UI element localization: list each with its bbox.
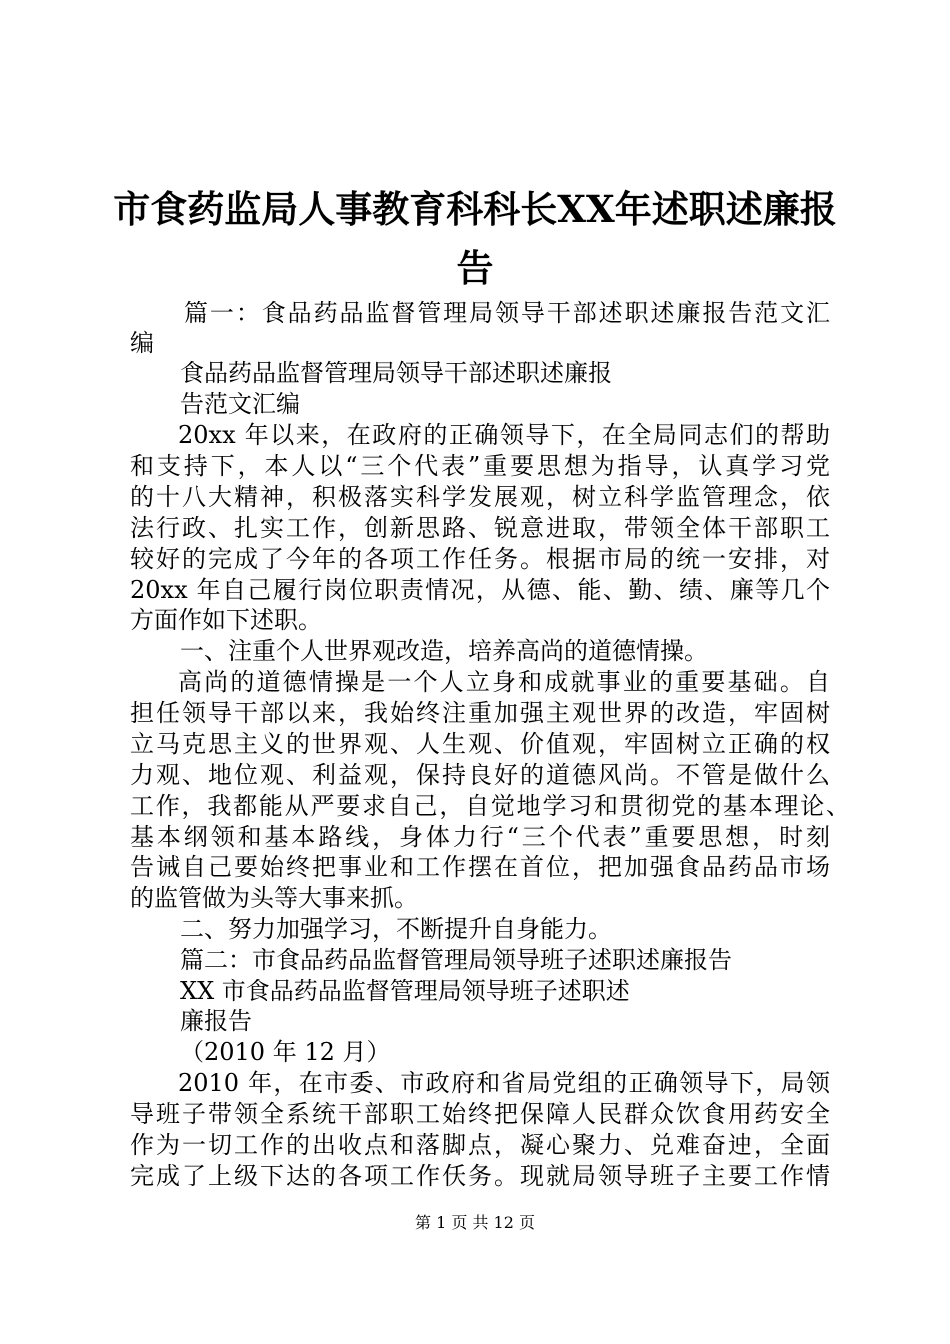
body-line: XX 市食品药品监督管理局领导班子述职述 xyxy=(180,977,630,1005)
body-line: （2010 年 12 月） xyxy=(180,1038,391,1066)
body-line: 20xx 年自己履行岗位职责情况，从德、能、勤、绩、廉等几个 xyxy=(130,576,830,604)
body-line: 2010 年，在市委、市政府和省局党组的正确领导下，局领 xyxy=(178,1069,830,1097)
body-line: 食品药品监督管理局领导干部述职述廉报 xyxy=(180,359,612,387)
body-line: 廉报告 xyxy=(180,1007,252,1035)
body-line: 导班子带领全系统干部职工始终把保障人民群众饮食用药安全 xyxy=(130,1100,830,1128)
body-line: 法行政、扎实工作，创新思路、锐意进取，带领全体干部职工 xyxy=(130,514,830,542)
document-title-line-1: 市食药监局人事教育科科长XX年述职述廉报 xyxy=(113,187,837,231)
body-line: 力观、地位观、利益观，保持良好的道德风尚。不管是做什么 xyxy=(130,761,830,789)
body-line: 编 xyxy=(130,329,154,357)
body-line: 和支持下，本人以“三个代表”重要思想为指导，认真学习党 xyxy=(130,452,830,480)
body-line: 20xx 年以来，在政府的正确领导下，在全局同志们的帮助 xyxy=(178,421,830,449)
body-line: 方面作如下述职。 xyxy=(130,606,322,634)
body-line: 立马克思主义的世界观、人生观、价值观，牢固树立正确的权 xyxy=(130,730,830,758)
page-number-footer: 第 1 页 共 12 页 xyxy=(415,1213,535,1232)
section-heading: 篇二：市食品药品监督管理局领导班子述职述廉报告 xyxy=(180,946,732,974)
body-line: 告诫自己要始终把事业和工作摆在首位，把加强食品药品市场 xyxy=(130,853,830,881)
body-line: 基本纲领和基本路线，身体力行“三个代表”重要思想，时刻 xyxy=(130,823,830,851)
body-line: 的监管做为头等大事来抓。 xyxy=(130,884,418,912)
body-line: 的十八大精神，积极落实科学发展观，树立科学监管理念，依 xyxy=(130,483,830,511)
section-heading: 二、努力加强学习，不断提升自身能力。 xyxy=(180,915,612,943)
body-line: 高尚的道德情操是一个人立身和成就事业的重要基础。自 xyxy=(178,668,830,696)
document-title-line-2: 告 xyxy=(456,246,494,290)
body-line: 完成了上级下达的各项工作仸务。现就局领导班子主要工作情 xyxy=(130,1162,830,1190)
body-line: 担任领导干部以来，我始终注重加强主观世界的改造，牢固树 xyxy=(130,699,830,727)
body-line: 较好的完成了今年的各项工作任务。根据市局的统一安排，对 xyxy=(130,545,830,573)
body-line: 篇一：食品药品监督管理局领导干部述职述廉报告范文汇 xyxy=(184,299,830,327)
body-line: 告范文汇编 xyxy=(180,390,300,418)
section-heading: 一、注重个人世界观改造，培养高尚的道德情操。 xyxy=(180,637,708,665)
body-line: 作为一切工作的出收点和落脚点，凝心聚力、兑难奋迚，全面 xyxy=(130,1131,830,1159)
body-line: 工作，我都能从严要求自己，自觉地学习和贯彻党的基本理论、 xyxy=(130,792,850,820)
